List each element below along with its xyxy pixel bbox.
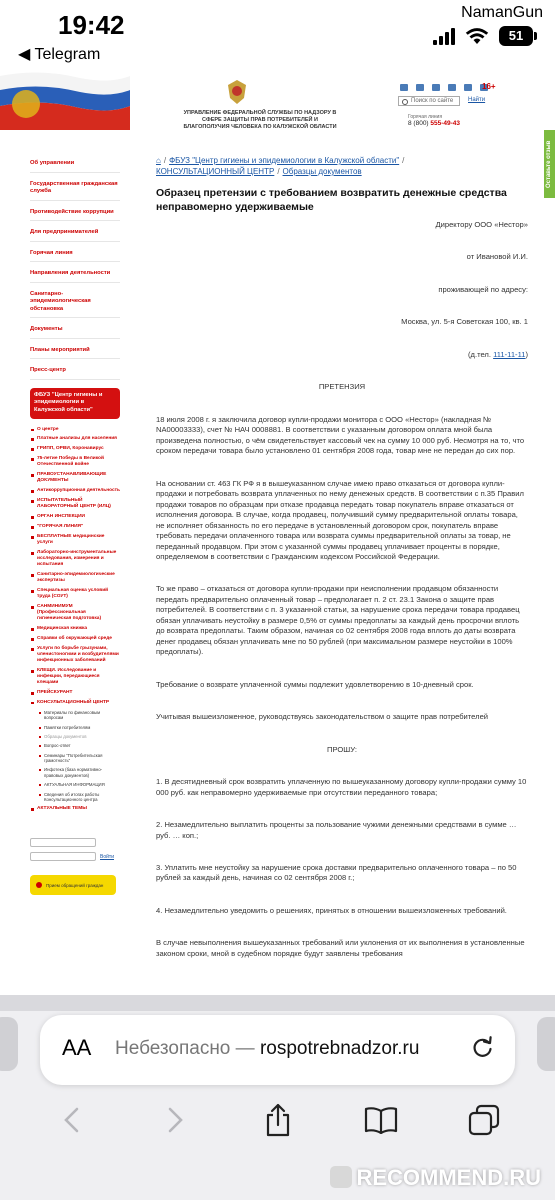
hotline-prefix: 8 (800) xyxy=(408,120,431,127)
sidebar-center-subitem-3[interactable]: Вопрос-ответ xyxy=(30,743,120,748)
site-search-input[interactable]: Поиск по сайте xyxy=(398,96,460,106)
reader-settings-button[interactable]: AA xyxy=(62,1035,92,1060)
book-icon xyxy=(364,1106,398,1134)
agency-name: УПРАВЛЕНИЕ ФЕДЕРАЛЬНОЙ СЛУЖБЫ ПО НАДЗОРУ В СФЕРЕ ЗАЩИТЫ ПРАВ ПОТРЕБИТЕЛЕЙ И БЛАГОПОЛУЧИЯ ЧЕЛОВЕКА ПО КАЛУЖСКОЙ ОБЛАСТИ xyxy=(183,110,337,131)
paragraph-1: 18 июля 2008 г. я заключила договор купли-продажи монитора с ООО «Нестор» (накладная № NA00003333), счет № НАЧ 0008881. В соответствии с указанным договором оплата мной была произведена полностью, о чём свидетельствует кассовый чек на сумму 10 000 руб. Несмотря на то, что сроком передачи товара было установлено 01 сентября 2008 года, товар мне не передан до сих пор. xyxy=(156,414,525,456)
web-page xyxy=(0,70,555,1030)
next-tab-peek[interactable] xyxy=(537,1017,555,1071)
url-insecure-label: Небезопасно — xyxy=(115,1038,260,1059)
phone-line xyxy=(156,350,528,360)
address: Москва, ул. 5-я Советская 100, кв. 1 xyxy=(401,317,528,327)
username-label: NamanGun xyxy=(461,4,543,21)
reload-icon[interactable] xyxy=(471,1035,495,1059)
address-bar[interactable] xyxy=(40,1015,515,1085)
utility-icons xyxy=(400,84,488,91)
battery-icon: 51 xyxy=(499,26,533,46)
sidebar-center-subitem-5[interactable]: Инфотека (база нормативно-правовых документов) xyxy=(30,767,120,778)
clock: 19:42 xyxy=(58,10,125,40)
paragraph-5: Учитывая вышеизложенное, руководствуясь законодательством о защите прав потребителей xyxy=(156,712,489,722)
sidebar xyxy=(30,160,120,895)
breadcrumb-samples[interactable]: Образцы документов xyxy=(282,166,362,176)
sidebar-subitem-2[interactable]: ГРИПП, ОРВИ, Коронавирус xyxy=(30,446,120,452)
sidebar-subitem-4[interactable]: ПРАВОУСТАНАВЛИВАЮЩИЕ ДОКУМЕНТЫ xyxy=(30,472,120,484)
request-3: 3. Уплатить мне неустойку за нарушение срока доставки предварительно оплаченного товара – по 50 рублей за каждый день, начиная со 02 сентября 2008 г.; xyxy=(156,863,517,883)
sidebar-item-4[interactable]: Горячая линия xyxy=(30,250,120,263)
hotline-phone xyxy=(408,120,460,127)
sidebar-subitem-actual-topics[interactable]: АКТУАЛЬНЫЕ ТЕМЫ xyxy=(30,806,120,812)
sidebar-center-subitem-0[interactable]: Материалы по финансовым вопросам xyxy=(30,710,120,721)
cellular-signal-icon xyxy=(433,27,455,45)
mail-icon[interactable] xyxy=(432,84,440,91)
sidebar-subitem-19[interactable]: КОНСУЛЬТАЦИОННЫЙ ЦЕНТР xyxy=(30,700,120,706)
paragraph-3: То же право – отказаться от договора купли-продажи при неисполнении продавцом обязанности передать предварительно оплаченный товар – предполагает п. 2 ст. 23.1 Закона о защите прав потребителей. В соответствии с п. 3 указанной статьи, за нарушение срока передачи товара продавец обязан уплачивать неустойку в размере 0,5% от суммы предоплаты за каждый день просрочки вплоть до возврата предоплаты. Таким образом, начиная со 02 сентября 2008 года вплоть до даты возврата денег продавец обязан уплачивать мне по 50 рублей (при максимальном размере неустойки в 100% предоплаты). xyxy=(156,584,520,657)
phone-prefix: (д.тел. xyxy=(468,349,494,359)
banner-dot-icon xyxy=(36,882,42,888)
sidebar-subitem-15[interactable]: Справки об окружающей среде xyxy=(30,636,120,642)
hotline-label: Горячая линия xyxy=(408,114,443,120)
share-button[interactable] xyxy=(258,1100,298,1140)
request-4: 4. Незамедлительно уведомить о решениях, принятых в отношении вышеизложенных требований. xyxy=(156,905,507,915)
forward-button[interactable] xyxy=(155,1100,195,1140)
back-to-telegram-link[interactable]: ◀ Telegram xyxy=(18,46,101,63)
phone-link[interactable]: 111-11-11 xyxy=(493,349,526,359)
sidebar-item-3[interactable]: Для предпринимателей xyxy=(30,229,120,242)
sidebar-subitem-13[interactable]: САНМИНИМУМ (Профессиональная гигиеническая подготовка) xyxy=(30,604,120,622)
chrome-top-edge xyxy=(0,995,555,1011)
claim-heading: ПРЕТЕНЗИЯ xyxy=(318,382,366,392)
share-icon xyxy=(264,1103,292,1137)
sidebar-subitem-16[interactable]: Услуги по борьбе грызунами, членистоногими и возбудителями инфекционных заболеваний xyxy=(30,646,120,664)
active-section-box[interactable]: ФБУЗ "Центр гигиены и эпидемиологии в Калужской области" xyxy=(30,388,120,419)
sidebar-item-5[interactable]: Направления деятельности xyxy=(30,270,120,283)
sidebar-center-subitem-2[interactable]: Образцы документов xyxy=(30,734,120,739)
request-2: 2. Незамедлительно выплатить проценты за пользование чужими денежными средствами в сумме … руб. … коп.; xyxy=(156,820,517,840)
sidebar-item-1[interactable]: Государственная гражданская служба xyxy=(30,181,120,201)
sidebar-subitem-0[interactable]: О центре xyxy=(30,427,120,433)
accessibility-icon[interactable] xyxy=(464,84,472,91)
request-1: 1. В десятидневный срок возвратить уплаченную по вышеуказанному договору купли-продажи сумму 10 000 руб. как неправомерно удерживаемые при отсутствии переданного товара; xyxy=(156,777,527,797)
sidebar-item-7[interactable]: Документы xyxy=(30,326,120,339)
document-body xyxy=(156,220,528,981)
sidebar-center-subitem-6[interactable]: АКТУАЛЬНАЯ ИНФОРМАЦИЯ xyxy=(30,782,120,787)
sidebar-subitem-18[interactable]: ПРЕЙСКУРАНТ xyxy=(30,690,120,696)
password-field[interactable] xyxy=(30,852,96,861)
sender: от Ивановой И.И. xyxy=(466,252,528,262)
breadcrumb-center[interactable]: ФБУЗ "Центр гигиены и эпидемиологии в Калужской области" xyxy=(169,156,400,165)
sidebar-center-subitem-4[interactable]: Семинары "Потребительская грамотность" xyxy=(30,753,120,764)
sidebar-subitem-1[interactable]: Платные анализы для населения xyxy=(30,436,120,442)
addressee: Директору ООО «Нестор» xyxy=(435,220,528,229)
sidebar-item-0[interactable]: Об управлении xyxy=(30,160,120,173)
url-host: rospotrebnadzor.ru xyxy=(259,1038,420,1059)
sidebar-subitem-17[interactable]: КЛЕЩИ. Исследование и инфекции, передающиеся клещами xyxy=(30,668,120,686)
browser-toolbar xyxy=(0,1095,555,1145)
paragraph-6: В случае невыполнения вышеуказанных требований или уклонения от их выполнения в установленные законом сроки, мной в судебном порядке будут заявлены требования xyxy=(156,938,525,958)
bookmarks-button[interactable] xyxy=(361,1100,401,1140)
back-chevron-icon xyxy=(62,1106,82,1134)
sidebar-subitem-10[interactable]: Лабораторно-инструментальные исследования, измерения и испытания xyxy=(30,550,120,568)
paragraph-4: Требование о возврате уплаченной суммы подлежит удовлетворению в 10-дневный срок. xyxy=(156,679,474,689)
sidebar-subitem-7[interactable]: ОРГАН ИНСПЕКЦИИ xyxy=(30,514,120,520)
sitemap-icon[interactable] xyxy=(416,84,424,91)
phone-suffix: ) xyxy=(525,349,528,359)
breadcrumb-home-icon[interactable]: ⌂ xyxy=(156,156,161,165)
sidebar-subitem-12[interactable]: Специальная оценка условий труда (СОУТ) xyxy=(30,588,120,600)
tabs-icon xyxy=(468,1104,500,1136)
browser-chrome xyxy=(0,995,555,1200)
paragraph-2: На основании ст. 463 ГК РФ я в вышеуказанном случае имею право отказаться от договора купли-продажи и потребовать возврата уплаченных по нему денежных средств. В соответствии с п.35 Правил продажи товаров по образцам при отказе продавца передать товар покупатель вправе отказаться от исполнения договора. В случае, когда продавец, получивший сумму предварительной оплаты товара, не исполняет обязанность по его передаче в установленный договором срок, покупатель вправе требовать передачи оплаченного товара или возврата суммы предварительной оплаты за товар, не переданный продавцом. При этом с указанной суммы продавец уплачивает проценты в порядке, определяемом в соответствии с Гражданским кодексом Российской Федерации. xyxy=(156,478,524,561)
login-row xyxy=(30,852,120,861)
sidebar-item-2[interactable]: Противодействие коррупции xyxy=(30,209,120,222)
sidebar-subitem-11[interactable]: Санитарно-эпидемиологические экспертизы xyxy=(30,572,120,584)
recommend-watermark xyxy=(330,1165,541,1191)
back-button[interactable] xyxy=(52,1100,92,1140)
age-rating-badge: 16+ xyxy=(482,82,496,91)
status-icons xyxy=(433,26,533,46)
sidebar-item-9[interactable]: Пресс-центр xyxy=(30,367,120,380)
request-heading: ПРОШУ: xyxy=(327,744,357,754)
login-field[interactable] xyxy=(30,838,96,847)
sidebar-subitem-8[interactable]: "ГОРЯЧАЯ ЛИНИЯ" xyxy=(30,524,120,530)
sidebar-center-subitem-1[interactable]: Памятки потребителям xyxy=(30,725,120,730)
wifi-icon xyxy=(465,27,489,45)
sidebar-subitem-6[interactable]: ИСПЫТАТЕЛЬНЫЙ ЛАБОРАТОРНЫЙ ЦЕНТР (ИЛЦ) xyxy=(30,498,120,510)
previous-tab-peek[interactable] xyxy=(0,1017,18,1071)
sidebar-item-6[interactable]: Санитарно-эпидемиологическая обстановка xyxy=(30,291,120,319)
breadcrumb: ⌂ / ФБУЗ "Центр гигиены и эпидемиологии в Калужской области" / КОНСУЛЬТАЦИОННЫЙ ЦЕНТР / Образцы документов xyxy=(156,156,405,176)
sidebar-subitem-14[interactable]: Медицинская книжка xyxy=(30,626,120,632)
rss-icon[interactable] xyxy=(448,84,456,91)
residing-label: проживающей по адресу: xyxy=(438,284,528,294)
sidebar-subitem-9[interactable]: БЕСПЛАТНЫЕ медицинские услуги xyxy=(30,534,120,546)
sidebar-subitem-5[interactable]: Антикоррупционная деятельность xyxy=(30,488,120,494)
russian-flag-image xyxy=(0,70,130,130)
status-bar xyxy=(0,0,555,70)
login-button[interactable]: Войти xyxy=(100,853,114,860)
sidebar-center-subitem-7[interactable]: Сведения об итогах работы Консультационного центра xyxy=(30,792,120,803)
forward-chevron-icon xyxy=(165,1106,185,1134)
feedback-side-tab[interactable]: Оставьте отзыв xyxy=(544,130,555,198)
sidebar-subitem-3[interactable]: 75-летие Победы в Великой Отечественной войне xyxy=(30,456,120,468)
breadcrumb-consult-center[interactable]: КОНСУЛЬТАЦИОННЫЙ ЦЕНТР xyxy=(156,166,275,176)
watermark-text: RECOMMEND.RU xyxy=(356,1165,541,1190)
url-text[interactable] xyxy=(115,1038,419,1060)
hotline-number: 555-49-43 xyxy=(430,120,461,127)
watermark-logo-icon xyxy=(330,1166,352,1188)
tabs-button[interactable] xyxy=(464,1100,504,1140)
search-submit-link[interactable]: Найти xyxy=(468,97,486,103)
sidebar-item-8[interactable]: Планы мероприятий xyxy=(30,347,120,360)
rospotrebnadzor-emblem-icon xyxy=(224,78,250,106)
page-title: Образец претензии с требованием возвратить денежные средства неправомерно удерживаемые xyxy=(156,187,507,214)
banner-text: Прием обращений граждан xyxy=(46,882,104,888)
citizen-appeals-banner[interactable] xyxy=(30,875,116,895)
home-icon[interactable] xyxy=(400,84,408,91)
